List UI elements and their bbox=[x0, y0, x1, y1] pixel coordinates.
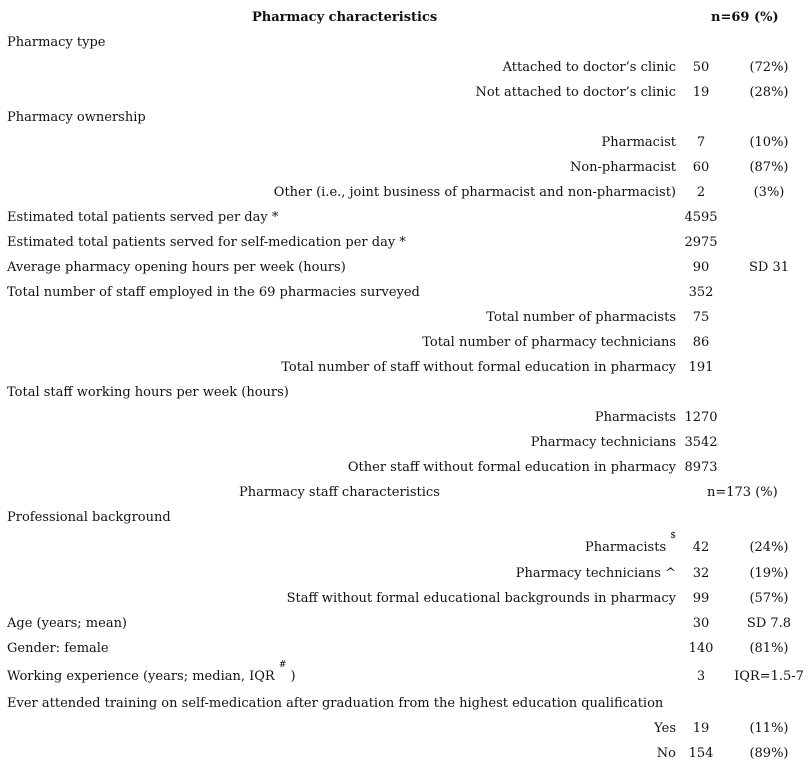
row-label: Total number of staff employed in the 69 pharmacies surveyed bbox=[7, 285, 420, 300]
row-label: Other (i.e., joint business of pharmacist and non-pharmacist) bbox=[273, 185, 676, 200]
row-percent: (19%) bbox=[749, 566, 789, 581]
section-heading-professional-background bbox=[0, 505, 811, 530]
row-count: 8973 bbox=[684, 460, 718, 475]
row-count: 75 bbox=[692, 310, 710, 325]
row-iqr: IQR=1.5-7 bbox=[734, 669, 804, 684]
table-row bbox=[0, 611, 811, 636]
row-count: 191 bbox=[688, 360, 714, 375]
row-count: 154 bbox=[688, 746, 714, 761]
row-label: Age (years; mean) bbox=[7, 616, 128, 631]
row-label: Total number of pharmacists bbox=[486, 310, 676, 325]
row-label: Ever attended training on self-medication after graduation from the highest education qualification bbox=[7, 696, 664, 711]
table-row bbox=[0, 155, 811, 180]
table-row bbox=[0, 586, 811, 611]
row-percent: (28%) bbox=[749, 85, 789, 100]
row-percent: (10%) bbox=[749, 135, 789, 150]
row-label: Pharmacy type bbox=[7, 35, 106, 50]
row-label: Other staff without formal education in pharmacy bbox=[347, 460, 676, 475]
row-label: Average pharmacy opening hours per week (hours) bbox=[7, 260, 346, 275]
subheader-title: Pharmacy staff characteristics bbox=[239, 485, 440, 500]
row-percent: (87%) bbox=[749, 160, 789, 175]
row-label: Total staff working hours per week (hours) bbox=[7, 385, 289, 400]
table-row bbox=[0, 430, 811, 455]
table-row bbox=[0, 330, 811, 355]
row-label: Professional background bbox=[7, 510, 171, 525]
row-count: 60 bbox=[692, 160, 710, 175]
row-label: Estimated total patients served for self-medication per day * bbox=[7, 235, 406, 250]
row-count: 32 bbox=[692, 566, 710, 581]
row-count: 86 bbox=[692, 335, 710, 350]
row-percent: (11%) bbox=[749, 721, 789, 736]
row-sd: SD 31 bbox=[748, 260, 789, 275]
row-label: Staff without formal educational backgrounds in pharmacy bbox=[286, 591, 676, 606]
row-label: Yes bbox=[654, 721, 676, 736]
row-percent: (57%) bbox=[749, 591, 789, 606]
row-label: No bbox=[656, 746, 676, 761]
row-count: 4595 bbox=[684, 210, 718, 225]
row-label: Pharmacist bbox=[601, 135, 676, 150]
subheader-count: n=173 (%) bbox=[707, 485, 778, 500]
row-sd: SD 7.8 bbox=[746, 616, 792, 631]
row-count: 3 bbox=[696, 669, 706, 684]
row-label: Attached to doctor’s clinic bbox=[502, 60, 676, 75]
table-row bbox=[0, 80, 811, 105]
row-label: Total number of staff without formal education in pharmacy bbox=[281, 360, 676, 375]
row-label: Working experience (years; median, IQR # ) bbox=[7, 660, 296, 684]
table-row bbox=[0, 716, 811, 741]
row-label: Pharmacists bbox=[594, 410, 676, 425]
row-count: 90 bbox=[692, 260, 710, 275]
row-label: Not attached to doctor’s clinic bbox=[475, 85, 676, 100]
row-count: 2975 bbox=[684, 235, 718, 250]
table-header-row bbox=[0, 5, 811, 30]
row-label: Gender: female bbox=[7, 641, 109, 656]
section-heading-working-hours bbox=[0, 380, 811, 405]
row-label: Pharmacy ownership bbox=[7, 110, 146, 125]
table-row bbox=[0, 561, 811, 586]
table-row bbox=[0, 305, 811, 330]
row-percent: (89%) bbox=[749, 746, 789, 761]
row-label: Total number of pharmacy technicians bbox=[422, 335, 676, 350]
footnote-marker: # bbox=[278, 660, 287, 670]
row-count: 140 bbox=[688, 641, 714, 656]
table-row bbox=[0, 130, 811, 155]
footnote-marker: $ bbox=[670, 531, 676, 541]
table-row bbox=[0, 255, 811, 280]
row-percent: (3%) bbox=[753, 185, 785, 200]
row-label: Pharmacy technicians ^ bbox=[515, 566, 676, 581]
table-row bbox=[0, 280, 811, 305]
staff-subheader-row bbox=[0, 480, 811, 505]
table-row bbox=[0, 205, 811, 230]
header-count: n=69 (%) bbox=[711, 10, 779, 25]
table-row bbox=[0, 531, 811, 560]
row-percent: (81%) bbox=[749, 641, 789, 656]
table-row bbox=[0, 405, 811, 430]
row-percent: (24%) bbox=[749, 540, 789, 555]
row-label: Pharmacists $ bbox=[584, 531, 676, 555]
row-label: Estimated total patients served per day * bbox=[7, 210, 279, 225]
row-count: 30 bbox=[692, 616, 710, 631]
row-count: 7 bbox=[696, 135, 706, 150]
row-count: 50 bbox=[692, 60, 710, 75]
table-row bbox=[0, 741, 811, 766]
header-title: Pharmacy characteristics bbox=[252, 10, 438, 25]
row-count: 19 bbox=[692, 721, 710, 736]
row-label: Non-pharmacist bbox=[569, 160, 676, 175]
table-row bbox=[0, 660, 811, 689]
table-row bbox=[0, 455, 811, 480]
row-count: 2 bbox=[696, 185, 706, 200]
row-count: 99 bbox=[692, 591, 710, 606]
row-count: 1270 bbox=[684, 410, 718, 425]
table-row bbox=[0, 180, 811, 205]
row-count: 3542 bbox=[684, 435, 718, 450]
row-count: 352 bbox=[688, 285, 714, 300]
section-heading-ownership bbox=[0, 105, 811, 130]
row-count: 42 bbox=[692, 540, 710, 555]
table-row bbox=[0, 55, 811, 80]
section-heading-training bbox=[0, 691, 811, 716]
table-row bbox=[0, 355, 811, 380]
row-percent: (72%) bbox=[749, 60, 789, 75]
row-count: 19 bbox=[692, 85, 710, 100]
row-label: Pharmacy technicians bbox=[530, 435, 676, 450]
table-row bbox=[0, 636, 811, 661]
section-heading-pharmacy-type bbox=[0, 30, 811, 55]
table-row bbox=[0, 230, 811, 255]
